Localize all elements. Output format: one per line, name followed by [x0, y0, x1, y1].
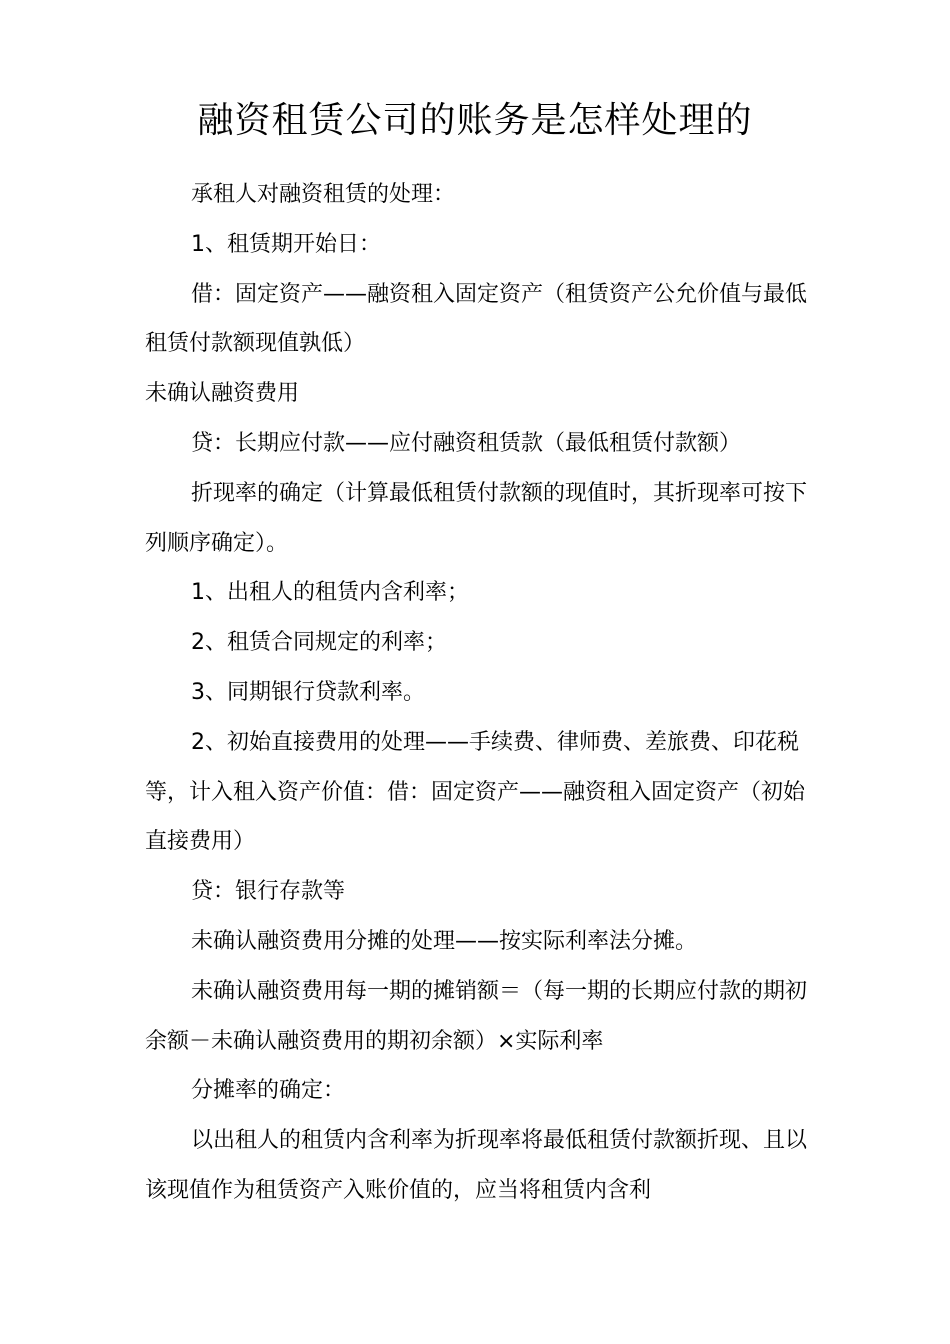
document-body [145, 170, 810, 1216]
paragraph: 贷：银行存款等 [191, 879, 346, 905]
paragraph: 贷：长期应付款——应付融资租赁款（最低租赁付款额） [191, 430, 742, 456]
paragraph: 未确认融资费用分摊的处理——按实际利率法分摊。 [191, 928, 698, 954]
paragraph: 折现率的确定（计算最低租赁付款额的现值时，其折现率可按下列顺序确定）。 [145, 480, 808, 556]
paragraph: 以出租人的租赁内含利率为折现率将最低租赁付款额折现、且以该现值作为租赁资产入账价值的，应当将租赁内含利 [145, 1128, 808, 1203]
paragraph: 3、同期银行贷款利率。 [191, 679, 425, 705]
paragraph: 借：固定资产——融资租入固定资产（租赁资产公允价值与最低租赁付款额现值孰低） [145, 281, 808, 357]
paragraph: 1、租赁期开始日： [191, 231, 381, 257]
paragraph: 承租人对融资租赁的处理： [191, 182, 456, 207]
document-title: 融资租赁公司的账务是怎样处理的 [197, 100, 753, 141]
paragraph: 2、初始直接费用的处理——手续费、律师费、差旅费、印花税等，计入租入资产价值：借：固定资产——融资租入固定资产（初始直接费用） [145, 729, 806, 855]
paragraph: 2、租赁合同规定的利率； [191, 630, 447, 656]
paragraph: 1、出租人的租赁内含利率； [191, 580, 469, 606]
paragraph: 分摊率的确定： [191, 1078, 346, 1104]
paragraph: 未确认融资费用 [145, 381, 300, 407]
paragraph: 未确认融资费用每一期的摊销额＝（每一期的长期应付款的期初余额－未确认融资费用的期初余额）×实际利率 [145, 978, 808, 1054]
